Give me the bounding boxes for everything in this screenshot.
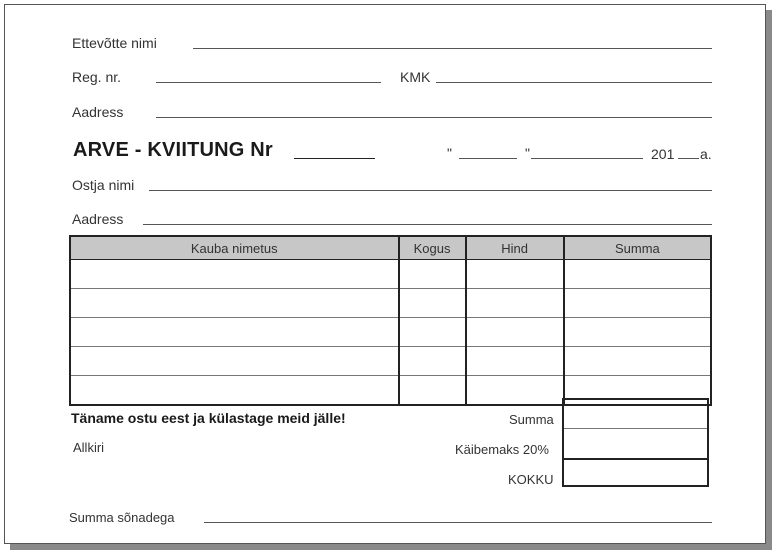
date-quote-close: " xyxy=(525,145,530,161)
col-item-name: Kauba nimetus xyxy=(70,236,399,260)
signature-label: Allkiri xyxy=(73,440,105,455)
cell-price[interactable] xyxy=(466,260,564,289)
total-label: KOKKU xyxy=(508,472,554,487)
sum-in-words-label: Summa sõnadega xyxy=(69,510,175,525)
date-year-suffix: a. xyxy=(700,146,712,162)
cell-sum[interactable] xyxy=(564,260,711,289)
cell-quantity[interactable] xyxy=(399,347,466,376)
cell-sum[interactable] xyxy=(564,318,711,347)
cell-item-name[interactable] xyxy=(70,376,399,406)
invoice-number-field[interactable] xyxy=(294,158,375,159)
cell-price[interactable] xyxy=(466,347,564,376)
col-price: Hind xyxy=(466,236,564,260)
company-address-label: Aadress xyxy=(72,104,124,120)
cell-sum[interactable] xyxy=(564,289,711,318)
buyer-name-label: Ostja nimi xyxy=(72,177,135,193)
cell-price[interactable] xyxy=(466,289,564,318)
buyer-address-label: Aadress xyxy=(72,211,124,227)
company-address-field[interactable] xyxy=(156,117,712,118)
date-day-field[interactable] xyxy=(459,158,517,159)
subtotal-label: Summa xyxy=(509,412,554,427)
subtotal-vat-box xyxy=(562,398,709,460)
date-month-field[interactable] xyxy=(531,158,643,159)
cell-quantity[interactable] xyxy=(399,260,466,289)
total-box[interactable] xyxy=(562,458,709,487)
cell-quantity[interactable] xyxy=(399,376,466,406)
cell-sum[interactable] xyxy=(564,347,711,376)
cell-item-name[interactable] xyxy=(70,318,399,347)
date-quote-open: " xyxy=(447,145,452,161)
col-sum: Summa xyxy=(564,236,711,260)
cell-price[interactable] xyxy=(466,318,564,347)
date-year-field[interactable] xyxy=(678,158,699,159)
subtotal-vat-divider xyxy=(564,428,707,429)
buyer-address-field[interactable] xyxy=(143,224,712,225)
table-row xyxy=(70,260,711,289)
col-quantity: Kogus xyxy=(399,236,466,260)
vat-label: Käibemaks 20% xyxy=(455,442,549,457)
buyer-name-field[interactable] xyxy=(149,190,712,191)
sum-in-words-field[interactable] xyxy=(204,522,712,523)
reg-nr-label: Reg. nr. xyxy=(72,69,122,85)
table-row xyxy=(70,347,711,376)
cell-item-name[interactable] xyxy=(70,260,399,289)
reg-nr-field[interactable] xyxy=(156,82,381,83)
company-name-label: Ettevõtte nimi xyxy=(72,35,157,51)
cell-quantity[interactable] xyxy=(399,318,466,347)
company-name-field[interactable] xyxy=(193,48,712,49)
cell-quantity[interactable] xyxy=(399,289,466,318)
thank-you-message: Täname ostu eest ja külastage meid jälle! xyxy=(71,410,346,426)
date-year-prefix: 201 xyxy=(651,146,675,162)
kmk-label: KMK xyxy=(400,69,431,85)
table-row xyxy=(70,289,711,318)
goods-table xyxy=(69,235,712,406)
goods-table-header xyxy=(70,236,711,260)
cell-item-name[interactable] xyxy=(70,347,399,376)
cell-item-name[interactable] xyxy=(70,289,399,318)
kmk-field[interactable] xyxy=(436,82,712,83)
invoice-form xyxy=(4,4,766,544)
cell-price[interactable] xyxy=(466,376,564,406)
invoice-title: ARVE - KVIITUNG Nr xyxy=(73,139,273,161)
table-row xyxy=(70,318,711,347)
